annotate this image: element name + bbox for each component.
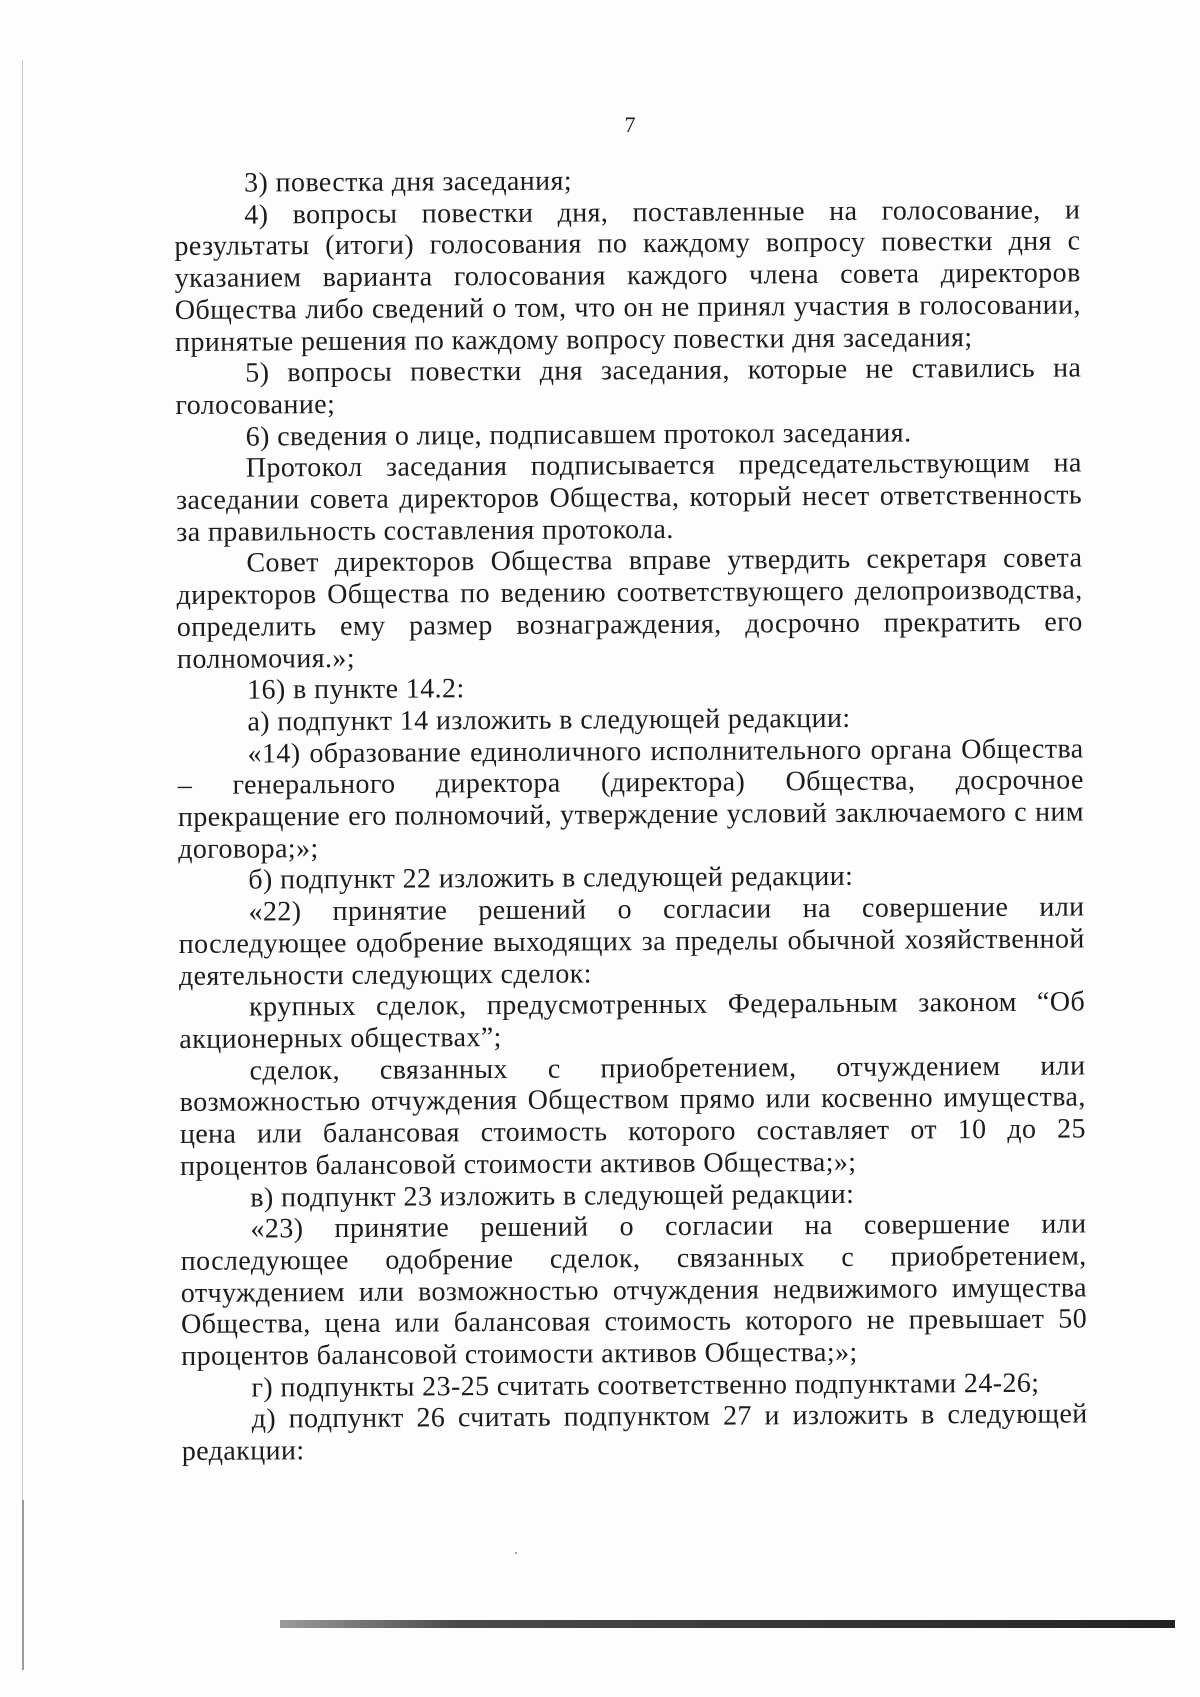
paragraph: г) подпункты 23-25 считать соответственно подпунктами 24-26; bbox=[251, 1367, 1040, 1404]
paragraph: в) подпункт 23 изложить в следующей редакции: bbox=[250, 1178, 855, 1214]
paragraph: Совет директоров Общества вправе утвердить секретаря совета директоров Общества по ведению соответствующего делопроизводства, определить ему размер вознаграждения, досрочно прекратить его полномочия.»; bbox=[176, 542, 1083, 675]
paragraph: 6) сведения о лице, подписавшем протокол заседания. bbox=[245, 417, 912, 453]
scan-bottom-rule bbox=[280, 1620, 1175, 1628]
paragraph: 4) вопросы повестки дня, поставленные на голосование, и результаты (итоги) голосования по каждому вопросу повестки дня с указанием варианта голосования каждого члена совета директоров Общества либо сведений о том, что он не принял участия в голосовании, принятые решения по каждому вопросу повестки дня заседания; bbox=[174, 194, 1081, 358]
paragraph: 3) повестка дня заседания; bbox=[243, 165, 573, 199]
paragraph: 16) в пункте 14.2: bbox=[247, 673, 465, 706]
page-number: 7 bbox=[624, 112, 636, 137]
scan-speck bbox=[515, 1552, 517, 1554]
paragraph: «14) образование единоличного исполнительного органа Общества – генерального директора (директора) Общества, досрочное прекращение его полномочий, утверждение условий заключаемого с ним договора;»; bbox=[177, 733, 1085, 865]
paragraph: сделок, связанных с приобретением, отчуждением или возможностью отчуждения Обществом прямо или косвенно имущества, цена или балансовая стоимость которого составляет от 10 до 25 процентов балансовой стоимости активов Общества;»; bbox=[179, 1050, 1086, 1182]
paragraph: «22) принятие решений о согласии на совершение или последующее одобрение выходящих за пределы обычной хозяйственной деятельности следующих сделок: bbox=[178, 891, 1085, 992]
scan-left-edge bbox=[22, 60, 23, 1660]
document-body bbox=[174, 162, 1088, 1467]
paragraph: а) подпункт 14 изложить в следующей редакции: bbox=[247, 702, 851, 738]
paragraph: 5) вопросы повестки дня заседания, которые не ставились на голосование; bbox=[175, 352, 1082, 421]
paragraph: «23) принятие решений о согласии на совершение или последующее одобрение сделок, связанных с приобретением, отчуждением или возможностью отчуждения недвижимого имущества Общества, цена или балансовая стоимость которого не превышает 50 процентов балансовой стоимости активов Общества;»; bbox=[180, 1208, 1088, 1372]
paragraph: крупных сделок, предусмотренных Федеральным законом “Об акционерных обществах”; bbox=[179, 986, 1086, 1055]
paragraph: б) подпункт 22 изложить в следующей редакции: bbox=[248, 861, 854, 897]
scan-left-edge-dark bbox=[22, 1500, 24, 1670]
paragraph: Протокол заседания подписывается председательствующим на заседании совета директоров Общества, который несет ответственность за правильность составления протокола. bbox=[175, 447, 1083, 548]
paragraph: д) подпункт 26 считать подпунктом 27 и изложить в следующей редакции: bbox=[181, 1398, 1088, 1468]
